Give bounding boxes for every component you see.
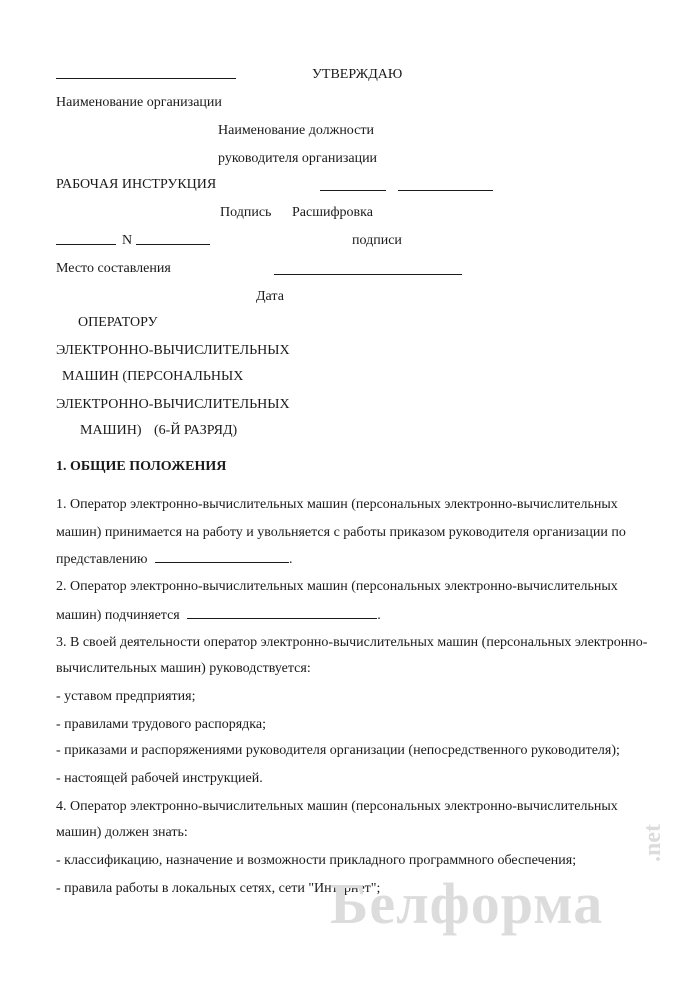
bullet-1: - уставом предприятия; — [56, 689, 196, 704]
bullet-3: - приказами и распоряжениями руководителя организации (непосредственного руководителя); — [56, 743, 620, 758]
bullet-4: - настоящей рабочей инструкцией. — [56, 771, 263, 786]
date-blank — [56, 232, 116, 245]
decoding-blank — [398, 178, 493, 191]
section-heading: 1. ОБЩИЕ ПОЛОЖЕНИЯ — [56, 459, 227, 474]
doc-type-label: РАБОЧАЯ ИНСТРУКЦИЯ — [56, 177, 217, 192]
p2-line-1: 2. Оператор электронно-вычислительных машин (персональных электронно-вычислительных — [56, 579, 618, 594]
org-name-caption: Наименование организации — [56, 95, 222, 110]
place-blank — [274, 262, 462, 275]
p2-line-2: машин) подчиняется . — [56, 608, 381, 623]
title-line-3: МАШИН (ПЕРСОНАЛЬНЫХ — [62, 369, 244, 384]
p1-line-3: представлению . — [56, 552, 293, 567]
p1-blank — [155, 550, 289, 563]
p1-line-2: машин) принимается на работу и увольняется с работы приказом руководителя организации по — [56, 525, 626, 540]
number-blank — [136, 232, 210, 245]
decoding-caption: Расшифровка — [292, 205, 373, 220]
title-line-1: ОПЕРАТОРУ — [78, 315, 158, 330]
p4-line-1: 4. Оператор электронно-вычислительных машин (персональных электронно-вычислительных — [56, 799, 618, 814]
p3-line-2: вычислительных машин) руководствуется: — [56, 661, 311, 676]
p4-line-2: машин) должен знать: — [56, 825, 188, 840]
org-name-blank — [56, 66, 236, 79]
p2-line-2-text: машин) подчиняется — [56, 608, 180, 623]
bullet-6: - правила работы в локальных сетях, сети "Интернет"; — [56, 881, 381, 896]
watermark-suffix: .net — [640, 824, 666, 862]
number-sign: N — [122, 233, 133, 248]
title-line-4: ЭЛЕКТРОННО-ВЫЧИСЛИТЕЛЬНЫХ — [56, 397, 290, 412]
p1-line-1: 1. Оператор электронно-вычислительных машин (персональных электронно-вычислительных — [56, 497, 618, 512]
signature-caption-2: подписи — [352, 233, 402, 248]
title-line-5b: (6-Й РАЗРЯД) — [154, 423, 238, 438]
signature-blank — [320, 178, 386, 191]
bullet-2: - правилами трудового распорядка; — [56, 717, 266, 732]
p3-line-1: 3. В своей деятельности оператор электронно-вычислительных машин (персональных электронно- — [56, 635, 648, 650]
place-caption: Место составления — [56, 261, 171, 276]
date-caption: Дата — [256, 289, 284, 304]
title-line-5a: МАШИН) — [80, 423, 142, 438]
watermark-logo: Белформа — [330, 871, 604, 936]
approve-label: УТВЕРЖДАЮ — [312, 67, 403, 82]
p1-line-3-text: представлению — [56, 552, 148, 567]
position-caption-1: Наименование должности — [218, 123, 374, 138]
bullet-5: - классификацию, назначение и возможности прикладного программного обеспечения; — [56, 853, 577, 868]
title-line-2: ЭЛЕКТРОННО-ВЫЧИСЛИТЕЛЬНЫХ — [56, 343, 290, 358]
position-caption-2: руководителя организации — [218, 151, 378, 166]
signature-caption: Подпись — [220, 205, 272, 220]
p2-blank — [187, 606, 377, 619]
